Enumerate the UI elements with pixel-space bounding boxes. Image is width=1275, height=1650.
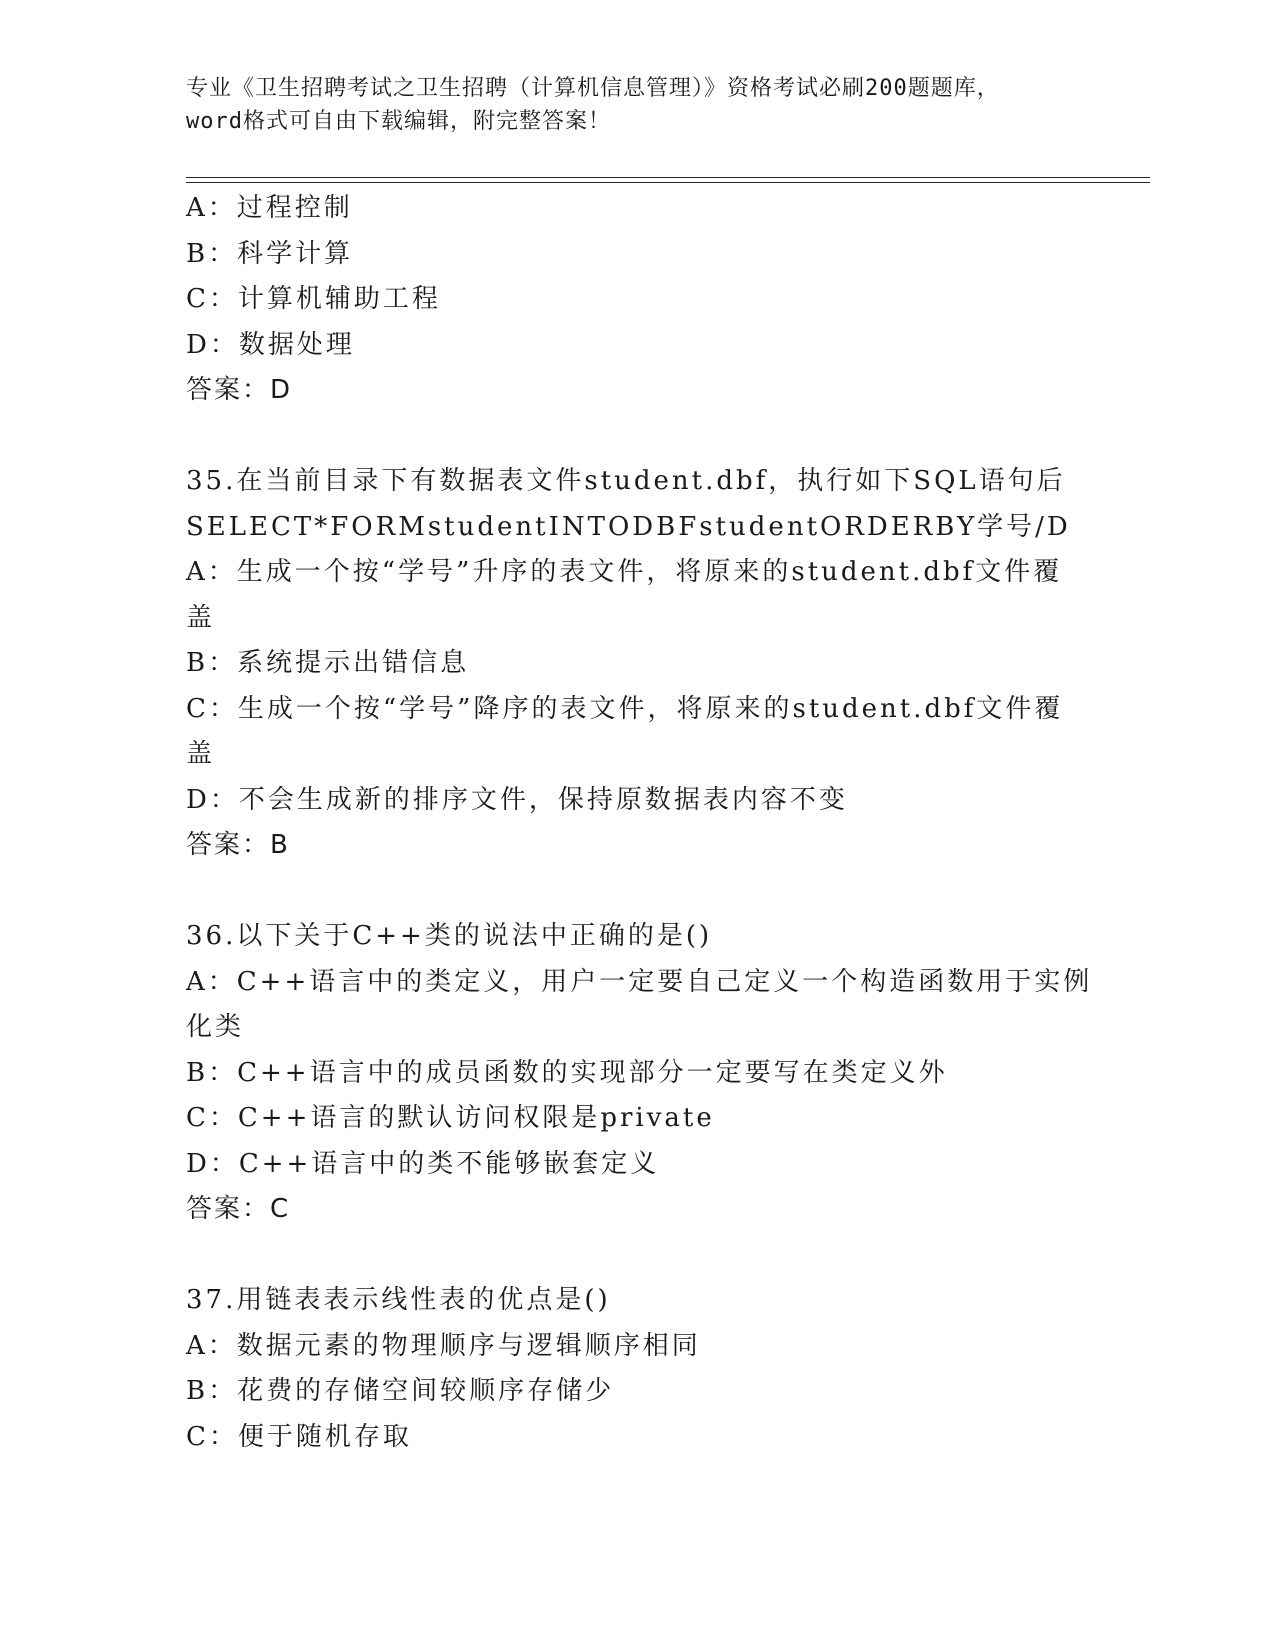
answer: 答案：D xyxy=(186,375,293,405)
option-b: B：科学计算 xyxy=(186,238,354,269)
option-b: B：C++语言中的成员函数的实现部分一定要写在类定义外 xyxy=(186,1057,948,1088)
spacer xyxy=(186,869,1086,915)
option-c-continued: 盖 xyxy=(186,739,216,769)
option-a: A：过程控制 xyxy=(186,193,353,223)
option-b: B：系统提示出错信息 xyxy=(186,648,470,678)
option-a: A：生成一个按“学号”升序的表文件，将原来的student.dbf文件覆 xyxy=(186,557,1063,587)
question-35 xyxy=(186,459,1086,869)
question-37 xyxy=(186,1278,1086,1460)
spacer xyxy=(186,414,1086,460)
question-text: 35.在当前目录下有数据表文件student.dbf，执行如下SQL语句后 xyxy=(186,466,1066,496)
question-34 xyxy=(186,186,1086,414)
spacer xyxy=(186,1233,1086,1279)
option-a-continued: 盖 xyxy=(186,602,216,633)
option-a: A：C++语言中的类定义，用户一定要自己定义一个构造函数用于实例 xyxy=(186,966,1093,997)
question-text: 37.用链表表示线性表的优点是() xyxy=(186,1285,611,1315)
option-d: D：不会生成新的排序文件，保持原数据表内容不变 xyxy=(186,784,848,815)
option-b: B：花费的存储空间较顺序存储少 xyxy=(186,1376,615,1406)
option-c: C：C++语言的默认访问权限是private xyxy=(186,1103,715,1133)
question-list xyxy=(186,186,1093,1460)
option-d: D：数据处理 xyxy=(186,329,355,360)
question-36 xyxy=(186,914,1093,1233)
header-divider-bottom xyxy=(186,182,1150,183)
option-a-continued: 化类 xyxy=(186,1012,245,1042)
answer: 答案：B xyxy=(186,830,290,860)
question-text-continued: SELECT*FORMstudentINTODBFstudentORDERBY学号/D xyxy=(186,511,1071,542)
option-c: C：便于随机存取 xyxy=(186,1421,412,1452)
header-line-1: 专业《卫生招聘考试之卫生招聘（计算机信息管理）》资格考试必刷200题题库， xyxy=(186,76,1000,101)
header-line-2: word格式可自由下载编辑，附完整答案！ xyxy=(186,109,611,134)
option-d: D：C++语言中的类不能够嵌套定义 xyxy=(186,1148,660,1179)
option-c: C：计算机辅助工程 xyxy=(186,284,441,314)
header-divider-top xyxy=(186,177,1150,178)
option-c: C：生成一个按“学号”降序的表文件，将原来的student.dbf文件覆 xyxy=(186,693,1064,724)
question-text: 36.以下关于C++类的说法中正确的是() xyxy=(186,921,713,951)
option-a: A：数据元素的物理顺序与逻辑顺序相同 xyxy=(186,1330,701,1361)
answer: 答案：C xyxy=(186,1194,291,1224)
document-header xyxy=(186,72,1086,138)
